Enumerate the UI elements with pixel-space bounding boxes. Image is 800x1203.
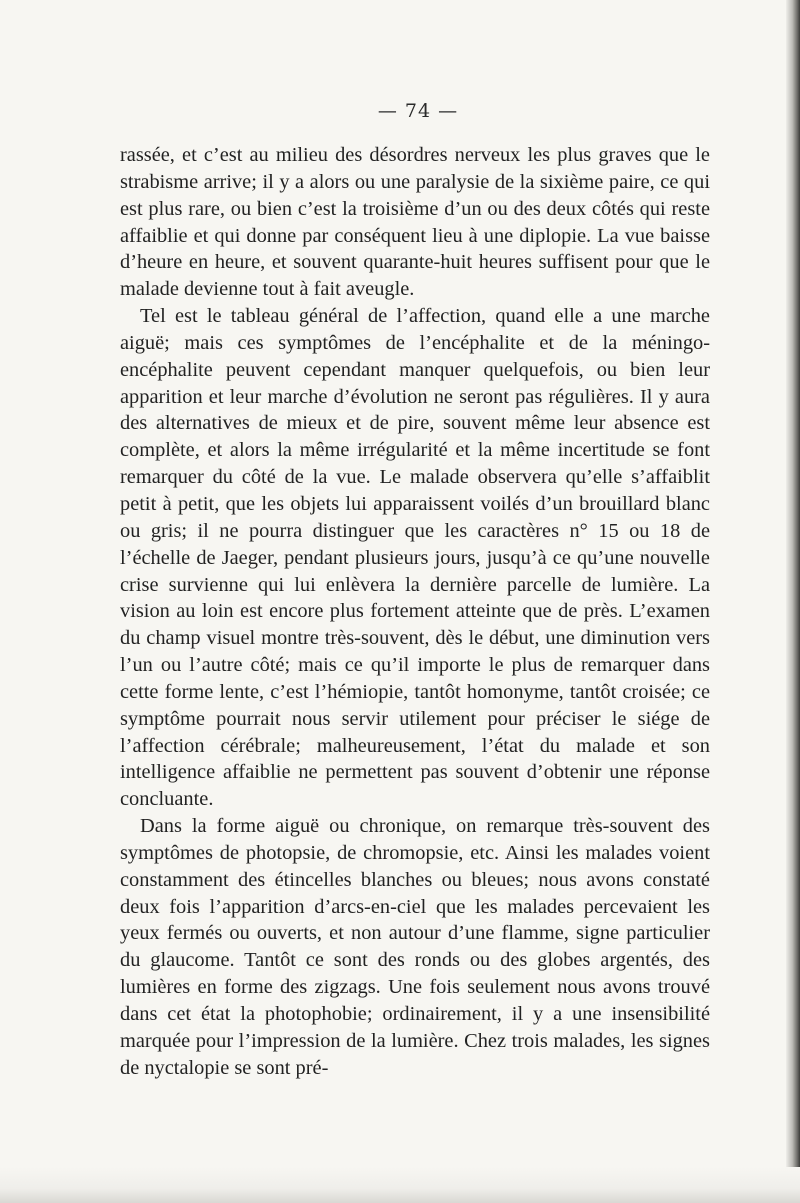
page-number: — 74 — bbox=[377, 100, 459, 122]
paragraph-3: Dans la forme aiguë ou chronique, on remarque très-souvent des symptômes de photopsie, de chromopsie, etc. Ainsi les malades voient constamment des étincelles blanches ou bleues; nous avons constaté deux fois l’apparition d’arcs-en-ciel que les malades percevaient les yeux fermés ou ouverts, et non autour d’une flamme, signe particulier du glaucome. Tantôt ce sont des ronds ou des globes argentés, des lumières en forme des zigzags. Une fois seulement nous avons trouvé dans cet état la photophobie; ordinairement, il y a une insensibilité marquée pour l’impression de la lumière. Chez trois malades, les signes de nyctalopie se sont pré- bbox=[120, 815, 710, 1079]
paragraph-2: Tel est le tableau général de l’affection, quand elle a une marche aiguë; mais ces symptômes de l’encéphalite et de la méningo-encéphalite peuvent cependant manquer quelquefois, ou bien leur apparition et leur marche d’évolution ne seront pas régulières. Il y aura des alternatives de mieux et de pire, souvent même leur absence est complète, et alors la même irrégularité et la même incertitude se font remarquer du côté de la vue. Le malade observera qu’elle s’affaiblit petit à petit, que les objets lui apparaissent voilés d’un brouillard blanc ou gris; il ne pourra distinguer que les caractères n° 15 ou 18 de l’échelle de Jaeger, pendant plusieurs jours, jusqu’à ce qu’une nouvelle crise survienne qui lui enlèvera la dernière parcelle de lumière. La vision au loin est encore plus fortement atteinte que de près. L’examen du champ visuel montre très-souvent, dès le début, une diminution vers l’un ou l’autre côté; mais ce qu’il importe le plus de remarquer dans cette forme lente, c’est l’hémiopie, tantôt homonyme, tantôt croisée; ce symptôme pourrait nous servir utilement pour préciser le siége de l’affection cérébrale; malheureusement, l’état du malade et son intelligence affaiblie ne permettent pas souvent d’obtenir une réponse concluante. bbox=[120, 305, 710, 811]
page-bottom-edge bbox=[0, 1167, 800, 1203]
paragraph-1: rassée, et c’est au milieu des désordres nerveux les plus graves que le strabisme arrive; il y a alors ou une paralysie de la sixième paire, ce qui est plus rare, ou bien c’est la troisième d’un ou des deux côtés qui reste affaiblie et qui donne par conséquent lieu à une diplopie. La vue baisse d’heure en heure, et souvent quarante-huit heures suffisent pour que le malade devienne tout à fait aveugle. bbox=[120, 144, 710, 301]
body-text bbox=[120, 142, 710, 1082]
page-edge-shadow bbox=[786, 0, 800, 1203]
